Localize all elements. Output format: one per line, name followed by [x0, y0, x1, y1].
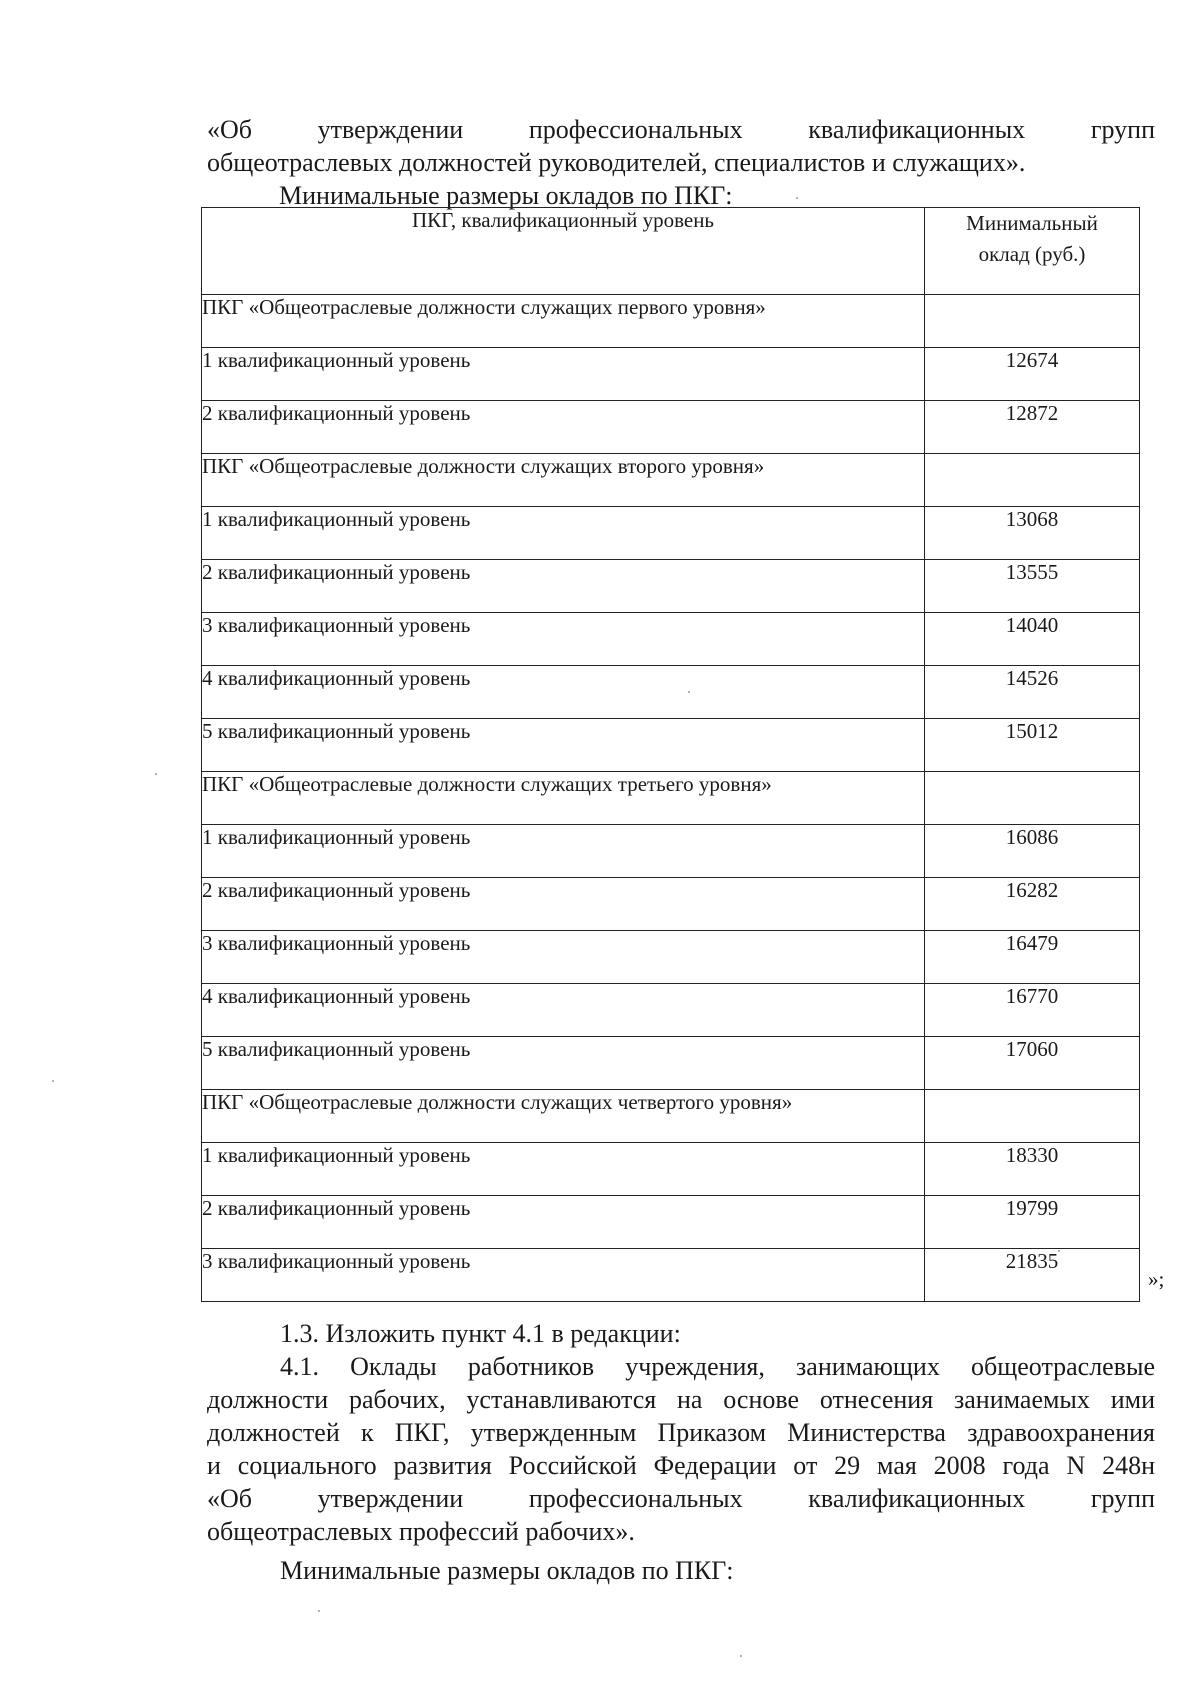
- row-name: ПКГ «Общеотраслевые должности служащих четвертого уровня»: [202, 1090, 925, 1143]
- section-line-4: и социального развития Российской Федерации от 29 мая 2008 года N 248н: [207, 1451, 1155, 1480]
- header-level: ПКГ, квалификационный уровень: [202, 208, 925, 295]
- section-line-3: должностей к ПКГ, утвержденным Приказом Министерства здравоохранения: [207, 1418, 1155, 1447]
- intro-line-2: общеотраслевых должностей руководителей, специалистов и служащих».: [207, 148, 1026, 177]
- intro-line-1: [207, 113, 1155, 146]
- row-value: 16770: [925, 984, 1140, 1037]
- section-word: профессиональных: [528, 1484, 743, 1513]
- row-value: 12872: [925, 401, 1140, 454]
- row-name: 3 квалификационный уровень: [202, 613, 925, 666]
- row-value: 16282: [925, 878, 1140, 931]
- row-value: 13068: [925, 507, 1140, 560]
- row-name: 4 квалификационный уровень: [202, 666, 925, 719]
- row-value: 12674: [925, 348, 1140, 401]
- scan-speck: [688, 691, 690, 693]
- row-name: 5 квалификационный уровень: [202, 1037, 925, 1090]
- row-name: 1 квалификационный уровень: [202, 348, 925, 401]
- row-value: 14526: [925, 666, 1140, 719]
- table-row: [202, 666, 1140, 719]
- intro-word: квалификационных: [808, 115, 1026, 144]
- section-line-6: общеотраслевых профессий рабочих».: [207, 1517, 635, 1546]
- row-value: 18330: [925, 1143, 1140, 1196]
- table-row: [202, 984, 1140, 1037]
- row-name: ПКГ «Общеотраслевые должности служащих первого уровня»: [202, 295, 925, 348]
- table-row: [202, 931, 1140, 984]
- row-name: ПКГ «Общеотраслевые должности служащих второго уровня»: [202, 454, 925, 507]
- section-subtitle: Минимальные размеры окладов по ПКГ:: [280, 1556, 734, 1585]
- table-row: [202, 1037, 1140, 1090]
- row-value: 13555: [925, 560, 1140, 613]
- intro-subtitle: Минимальные размеры окладов по ПКГ:: [279, 181, 733, 210]
- table-row: [202, 454, 1140, 507]
- table-row: [202, 613, 1140, 666]
- table-row: [202, 295, 1140, 348]
- table-row: [202, 1090, 1140, 1143]
- table-header-row: [202, 208, 1140, 295]
- header-salary: [925, 208, 1140, 295]
- intro-word: профессиональных: [528, 115, 743, 144]
- row-name: 4 квалификационный уровень: [202, 984, 925, 1037]
- table-row: [202, 401, 1140, 454]
- row-name: 3 квалификационный уровень: [202, 931, 925, 984]
- row-name: 1 квалификационный уровень: [202, 1143, 925, 1196]
- section-word: «Об: [207, 1484, 253, 1513]
- header-salary-line1: Минимальный: [966, 211, 1098, 235]
- row-name: 2 квалификационный уровень: [202, 1196, 925, 1249]
- row-value: 16086: [925, 825, 1140, 878]
- row-value: 14040: [925, 613, 1140, 666]
- row-name: 3 квалификационный уровень: [202, 1249, 925, 1302]
- table-row: [202, 560, 1140, 613]
- section-paragraph: [207, 1317, 1155, 1587]
- section-line-1: 4.1. Оклады работников учреждения, занимающих общеотраслевые: [280, 1352, 1155, 1381]
- row-value: [925, 295, 1140, 348]
- scan-speck: [52, 1080, 54, 1082]
- intro-paragraph: [207, 113, 1155, 212]
- section-word: групп: [1090, 1484, 1155, 1513]
- table-row: [202, 1249, 1140, 1302]
- table-row: [202, 772, 1140, 825]
- table-row: [202, 719, 1140, 772]
- salary-table: [201, 207, 1140, 1302]
- row-value: [925, 454, 1140, 507]
- row-value: 15012: [925, 719, 1140, 772]
- row-value: 19799: [925, 1196, 1140, 1249]
- row-name: ПКГ «Общеотраслевые должности служащих третьего уровня»: [202, 772, 925, 825]
- row-name: 1 квалификационный уровень: [202, 507, 925, 560]
- row-value: 21835: [925, 1249, 1140, 1302]
- section-word: квалификационных: [808, 1484, 1026, 1513]
- row-name: 5 квалификационный уровень: [202, 719, 925, 772]
- section-word: утверждении: [317, 1484, 464, 1513]
- table-row: [202, 507, 1140, 560]
- intro-word: «Об: [207, 115, 253, 144]
- table-row: [202, 878, 1140, 931]
- intro-word: утверждении: [317, 115, 464, 144]
- row-value: 16479: [925, 931, 1140, 984]
- intro-word: групп: [1090, 115, 1155, 144]
- row-name: 2 квалификационный уровень: [202, 560, 925, 613]
- section-line-2: должности рабочих, устанавливаются на основе отнесения занимаемых ими: [207, 1385, 1155, 1414]
- section-line-5: [207, 1482, 1155, 1515]
- table-closing-quote: »;: [1148, 1267, 1165, 1291]
- table-row: [202, 348, 1140, 401]
- row-value: [925, 1090, 1140, 1143]
- table-row: [202, 825, 1140, 878]
- table-row: [202, 1196, 1140, 1249]
- scan-speck: [740, 1655, 742, 1657]
- section-heading: 1.3. Изложить пункт 4.1 в редакции:: [280, 1319, 681, 1348]
- header-salary-line2: оклад (руб.): [978, 242, 1086, 266]
- row-name: 2 квалификационный уровень: [202, 401, 925, 454]
- scan-speck: [318, 1610, 320, 1612]
- row-value: 17060: [925, 1037, 1140, 1090]
- scan-speck: [155, 773, 157, 775]
- row-name: 2 квалификационный уровень: [202, 878, 925, 931]
- row-name: 1 квалификационный уровень: [202, 825, 925, 878]
- scan-speck: [796, 197, 798, 199]
- row-value: [925, 772, 1140, 825]
- table-row: [202, 1143, 1140, 1196]
- scan-speck: [1058, 1250, 1060, 1252]
